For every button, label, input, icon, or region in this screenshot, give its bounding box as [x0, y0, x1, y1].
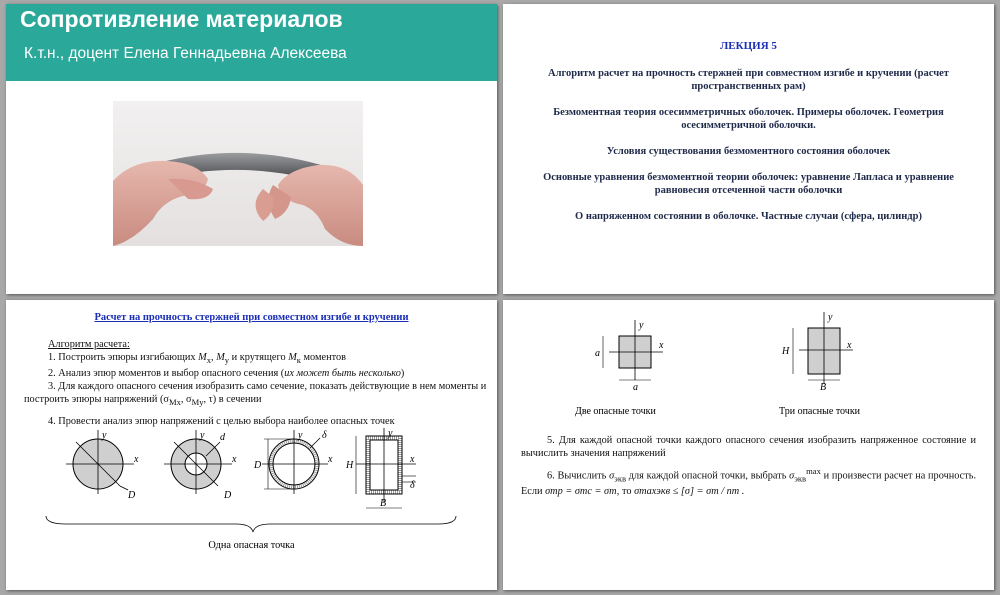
- svg-text:H: H: [346, 460, 354, 471]
- svg-text:H: H: [782, 346, 790, 357]
- yield-equality-formula: σтр = σтс = σт,: [545, 486, 620, 498]
- slide-lecture-topics[interactable]: [503, 4, 994, 294]
- step-5: 5. Для каждой опасной точки каждого опасного сечения изобразить напряженное состояние и вычислить значения напряжений: [521, 435, 976, 459]
- slide-algorithm[interactable]: [6, 300, 497, 590]
- topic-item: Безмоментная теория осесимметричных оболочек. Примеры оболочек. Геометрия осесимметричной оболочки.: [553, 107, 944, 131]
- slide-danger-points[interactable]: [503, 300, 994, 590]
- topic-item: Условия существования безмоментного состояния оболочек: [606, 146, 891, 157]
- svg-text:δ: δ: [322, 430, 327, 441]
- svg-text:y: y: [298, 430, 303, 441]
- lecture-number: ЛЕКЦИЯ 5: [720, 40, 777, 52]
- svg-text:y: y: [102, 430, 107, 441]
- svg-text:x: x: [232, 454, 237, 465]
- three-danger-points-caption: Три опасные точки: [779, 406, 861, 417]
- svg-text:B: B: [820, 382, 827, 393]
- author-line: К.т.н., доцент Елена Геннадьевна Алексеева: [24, 45, 347, 62]
- bending-phone-photo: [113, 101, 363, 246]
- hollow-circle-section: [164, 430, 237, 501]
- slide-title[interactable]: [6, 4, 497, 294]
- grouping-brace: [46, 516, 456, 532]
- svg-text:D: D: [128, 490, 136, 501]
- svg-text:y: y: [828, 312, 833, 323]
- svg-text:x: x: [410, 454, 415, 465]
- one-danger-point-caption: Одна опасная точка: [208, 540, 295, 551]
- box-section: [345, 428, 416, 509]
- algorithm-text: [24, 338, 489, 428]
- svg-text:y: y: [200, 430, 205, 441]
- topic-item: Алгоритм расчет на прочность стержней при совместном изгибе и кручении (расчет пространственных рам): [548, 68, 949, 92]
- svg-text:y: y: [388, 428, 393, 439]
- svg-text:d: d: [220, 432, 225, 443]
- step-6: 6. Вычислить $\sigma_{экв}$ для каждой опасной точки, выбрать $\sigma_{экв}^{max}$ и произвести расчет на прочность. Если σтр = σтс = σт, то σmaxэкв ≤ [σ] = σт / nт .: [521, 466, 977, 498]
- svg-text:y: y: [639, 320, 644, 331]
- svg-text:x: x: [328, 454, 333, 465]
- step-2: 2. Анализ эпюр моментов и выбор опасного сечения (их может быть несколько): [48, 368, 405, 380]
- topic-item: Основные уравнения безмоментной теории оболочек: уравнение Лапласа и уравнение равновесия отсеченной части оболочки: [543, 172, 954, 196]
- slide-heading: Расчет на прочность стержней при совместном изгибе и кручении: [94, 312, 409, 323]
- step-1: 1. Построить эпюры изгибающих $M_x$, $M_y$ и крутящего $M_к$ моментов: [48, 352, 346, 366]
- rectangle-section: [781, 312, 853, 393]
- svg-text:D: D: [254, 460, 262, 471]
- rectangular-sections-diagram: [503, 300, 994, 420]
- svg-text:D: D: [224, 490, 232, 501]
- two-danger-points-caption: Две опасные точки: [575, 406, 656, 417]
- svg-text:B: B: [380, 498, 387, 509]
- strength-condition-formula: σmaxэкв ≤ [σ] = σт / nт .: [634, 486, 745, 498]
- thin-tube-section: [253, 430, 333, 494]
- step-3: 3. Для каждого опасного сечения изобразить само сечение, показать действующие в нем моменты и построить эпюры напряжений ($\sigma_{Mx}$, $\sigma_{My}$, τ) в сечении: [24, 381, 487, 408]
- square-section: [595, 320, 664, 393]
- svg-text:x: x: [847, 340, 852, 351]
- steps-text: [521, 434, 976, 503]
- presentation-title: Сопротивление материалов: [20, 6, 343, 32]
- solid-circle-section: [66, 430, 139, 501]
- algorithm-title: Алгоритм расчета:: [48, 339, 130, 350]
- svg-text:a: a: [633, 382, 638, 393]
- svg-text:x: x: [659, 340, 664, 351]
- svg-text:x: x: [134, 454, 139, 465]
- lecture-content: [515, 40, 982, 236]
- svg-text:δ: δ: [410, 480, 415, 491]
- topic-item: О напряженном состоянии в оболочке. Частные случаи (сфера, цилиндр): [575, 211, 922, 222]
- svg-text:a: a: [595, 348, 600, 359]
- step-4: 4. Провести анализ эпюр напряжений с целью выбора наиболее опасных точек: [48, 416, 395, 428]
